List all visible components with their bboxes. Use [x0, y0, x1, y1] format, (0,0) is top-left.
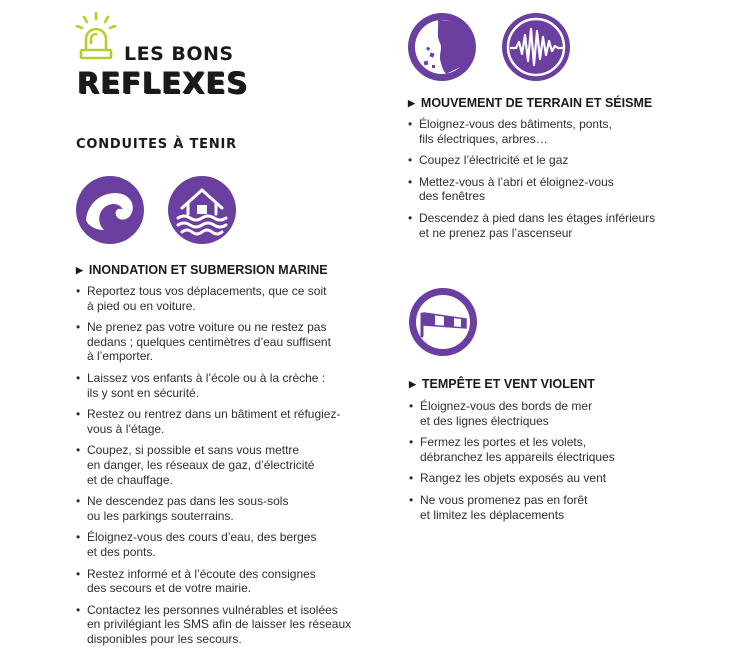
triangle-bullet-icon: ▶: [76, 265, 83, 275]
list-item: • Mettez-vous à l’abri et éloignez-vous des fenêtres: [408, 175, 718, 204]
list-inondation: [76, 284, 406, 653]
list-item: • Descendez à pied dans les étages inférieurs et ne prenez pas l’ascenseur: [408, 211, 718, 240]
list-item: • Éloignez-vous des bords de mer et des lignes électriques: [409, 399, 719, 428]
flooded-house-icon: [168, 176, 236, 244]
list-item: • Ne prenez pas votre voiture ou ne restez pas dedans ; quelques centimètres d’eau suffisent à l’emporter.: [76, 320, 406, 364]
page-title-line2: REFLEXES: [77, 66, 249, 100]
list-item: • Éloignez-vous des bâtiments, ponts, fils électriques, arbres…: [408, 117, 718, 146]
list-item: • Éloignez-vous des cours d’eau, des berges et des ponts.: [76, 530, 406, 559]
wave-icon: [76, 176, 144, 244]
alarm-lamp-icon: [74, 12, 122, 64]
list-seisme: [408, 117, 718, 247]
triangle-bullet-icon: ▶: [409, 379, 416, 389]
windsock-icon: [409, 288, 477, 356]
list-item: • Rangez les objets exposés au vent: [409, 471, 719, 486]
list-item: • Restez informé et à l’écoute des consignes des secours et de votre mairie.: [76, 567, 406, 596]
seismograph-icon: [502, 13, 570, 81]
list-item: • Fermez les portes et les volets, débranchez les appareils électriques: [409, 435, 719, 464]
page-title-line1: LES BONS: [124, 43, 234, 65]
list-item: • Laissez vos enfants à l’école ou à la crèche : ils y sont en sécurité.: [76, 371, 406, 400]
triangle-bullet-icon: ▶: [408, 98, 415, 108]
list-item: • Contactez les personnes vulnérables et isolées en privilégiant les SMS afin de laisser les réseaux disponibles pour les secours.: [76, 603, 406, 647]
section-title-inondation: ▶ INONDATION ET SUBMERSION MARINE: [76, 263, 328, 277]
list-item: • Restez ou rentrez dans un bâtiment et réfugiez- vous à l’étage.: [76, 407, 406, 436]
list-item: • Ne descendez pas dans les sous-sols ou les parkings souterrains.: [76, 494, 406, 523]
list-item: • Coupez l’électricité et le gaz: [408, 153, 718, 168]
section-title-seisme: ▶ MOUVEMENT DE TERRAIN ET SÉISME: [408, 96, 653, 110]
list-tempete: [409, 399, 719, 529]
list-item: • Ne vous promenez pas en forêt et limitez les déplacements: [409, 493, 719, 522]
section-title-tempete: ▶ TEMPÊTE ET VENT VIOLENT: [409, 377, 595, 391]
section-subtitle: CONDUITES À TENIR: [76, 137, 237, 152]
list-item: • Reportez tous vos déplacements, que ce soit à pied ou en voiture.: [76, 284, 406, 313]
landslide-icon: [408, 13, 476, 81]
list-item: • Coupez, si possible et sans vous mettre en danger, les réseaux de gaz, d’électricité et de chauffage.: [76, 443, 406, 487]
